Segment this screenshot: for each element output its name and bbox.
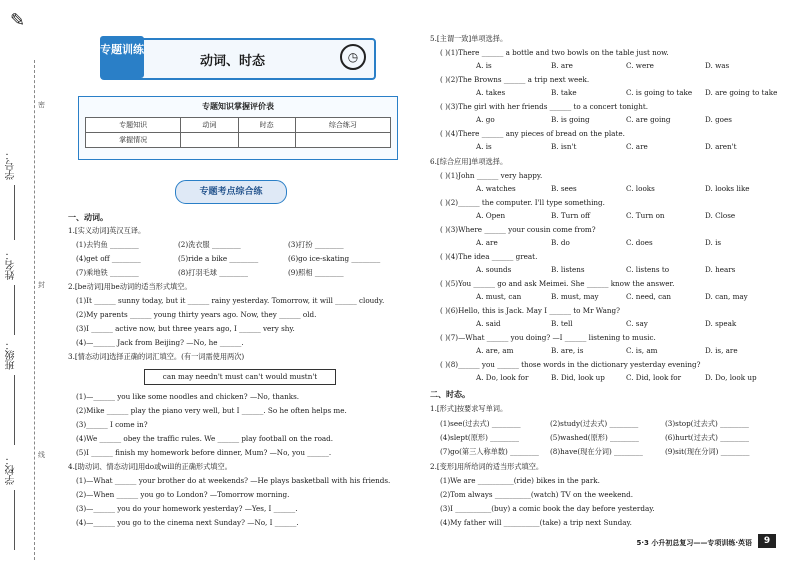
binding-strip	[0, 0, 62, 566]
answer-option[interactable]: D. looks like	[705, 184, 750, 193]
school-label: 学校：	[6, 455, 17, 485]
question-item: ( )(7)—What ______ you doing? —I ______ listening to music.	[440, 333, 656, 342]
answer-option[interactable]: B. tell	[551, 319, 573, 328]
question-heading: 6.[综合应用]单项选择。	[430, 157, 508, 166]
answer-option[interactable]: D. Close	[705, 211, 736, 220]
question-item: ( )(6)Hello, this is Jack. May I ______ to Mr Wang?	[440, 306, 620, 315]
seal-char: 线	[38, 451, 45, 459]
question-item: (1)去钓鱼 ________	[76, 240, 139, 249]
table-cell: 时态	[238, 118, 295, 133]
table-cell: 掌握情况	[86, 133, 181, 148]
answer-option[interactable]: A. are	[476, 238, 498, 247]
answer-option[interactable]: D. aren't	[705, 142, 737, 151]
answer-option[interactable]: A. Open	[476, 211, 506, 220]
seal-char: 封	[38, 281, 45, 289]
question-heading: 3.[情态动词]选择正确的词汇填空。(有一词需使用两次)	[68, 352, 245, 361]
form-item: (1)see(过去式) ________	[440, 419, 521, 428]
answer-option[interactable]: C. were	[626, 61, 654, 70]
question-item: ( )(3)Where ______ your cousin come from?	[440, 225, 596, 234]
answer-option[interactable]: A. sounds	[476, 265, 512, 274]
cut-line	[34, 60, 35, 560]
question-item: (1)—What ______ your brother do at weekends? —He plays basketball with his friends.	[76, 476, 391, 485]
question-item: (4)get off ________	[76, 254, 141, 263]
question-item: (4)We ______ obey the traffic rules. We ______ play football on the road.	[76, 434, 334, 443]
answer-option[interactable]: C. does	[626, 238, 653, 247]
answer-option[interactable]: B. isn't	[551, 142, 577, 151]
question-item: (3)—______ you do your homework yesterday? —Yes, I ______.	[76, 504, 298, 513]
question-heading: 4.[助动词、情态动词]用do或will的正确形式填空。	[68, 462, 232, 471]
page-title: 动词、时态	[200, 54, 266, 69]
question-item: (3)______ I come in?	[76, 420, 148, 429]
answer-option[interactable]: A. said	[476, 319, 501, 328]
question-item: ( )(4)There ______ any pieces of bread on the plate.	[440, 129, 625, 138]
question-item: (4)My father will __________(take) a trip next Sunday.	[440, 518, 632, 527]
answer-option[interactable]: D. is, are	[705, 346, 738, 355]
question-item: (9)照相 ________	[288, 268, 344, 277]
question-item: ( )(4)The idea ______ great.	[440, 252, 538, 261]
answer-option[interactable]: C. need, can	[626, 292, 672, 301]
question-heading: 2.[be动词]用be动词的适当形式填空。	[68, 282, 192, 291]
answer-option[interactable]: B. are, is	[551, 346, 584, 355]
answer-option[interactable]: A. is	[476, 142, 492, 151]
question-item: (7)乘地铁 ________	[76, 268, 139, 277]
answer-option[interactable]: D. are going to take	[705, 88, 778, 97]
answer-option[interactable]: C. listens to	[626, 265, 670, 274]
question-heading: 5.[主谓一致]单项选择。	[430, 34, 508, 43]
answer-option[interactable]: B. Did, look up	[551, 373, 605, 382]
table-cell[interactable]	[295, 133, 390, 148]
name-label: 姓名：	[6, 250, 17, 280]
topic-badge: 专题训练	[100, 36, 144, 78]
question-item: ( )(8)______ you ______ those words in the dictionary yesterday evening?	[440, 360, 701, 369]
table-row	[86, 118, 391, 133]
question-item: (4)—______ you go to the cinema next Sunday? —No, I ______.	[76, 518, 299, 527]
answer-option[interactable]: C. looks	[626, 184, 655, 193]
evaluation-title: 专题知识掌握评价表	[202, 102, 274, 111]
answer-option[interactable]: A. are, am	[476, 346, 514, 355]
form-item: (5)washed(原形) ________	[550, 433, 639, 442]
answer-option[interactable]: A. watches	[476, 184, 516, 193]
answer-option[interactable]: C. say	[626, 319, 648, 328]
question-item: (3)I __________(buy) a comic book the day before yesterday.	[440, 504, 655, 513]
form-item: (2)study(过去式) ________	[550, 419, 639, 428]
question-item: ( )(1)There ______ a bottle and two bowls on the table just now.	[440, 48, 669, 57]
answer-option[interactable]: D. can, may	[705, 292, 748, 301]
answer-option[interactable]: B. do	[551, 238, 570, 247]
answer-option[interactable]: C. is, am	[626, 346, 658, 355]
form-item: (7)go(第三人称单数) ________	[440, 447, 539, 456]
question-item: ( )(5)You ______ go and ask Meimei. She ______ know the answer.	[440, 279, 675, 288]
question-item: (2)—When ______ you go to London? —Tomorrow morning.	[76, 490, 290, 499]
table-cell[interactable]	[238, 133, 295, 148]
answer-option[interactable]: C. Turn on	[626, 211, 665, 220]
question-item: (5)I ______ finish my homework before dinner, Mum? —No, you ______.	[76, 448, 332, 457]
answer-option[interactable]: B. is going	[551, 115, 590, 124]
answer-option[interactable]: D. is	[705, 238, 722, 247]
answer-option[interactable]: B. listens	[551, 265, 585, 274]
class-label: 班级：	[6, 340, 17, 370]
evaluation-table	[85, 117, 391, 148]
answer-option[interactable]: A. is	[476, 61, 492, 70]
answer-option[interactable]: A. takes	[476, 88, 506, 97]
answer-option[interactable]: D. goes	[705, 115, 732, 124]
question-item: ( )(2)______ the computer. I'll type something.	[440, 198, 605, 207]
question-heading: 1.[形式]按要求写单词。	[430, 404, 508, 413]
evaluation-panel	[78, 96, 398, 160]
question-item: (2)Mike ______ play the piano very well, but I ______. So he often helps me.	[76, 406, 347, 415]
student-no-field[interactable]	[14, 185, 15, 240]
table-cell[interactable]	[181, 133, 238, 148]
student-no-label: 学号：	[6, 150, 17, 180]
question-item: ( )(2)The Browns ______ a trip next week.	[440, 75, 590, 84]
answer-option[interactable]: B. take	[551, 88, 577, 97]
section-banner: 专题考点综合练	[175, 180, 287, 204]
answer-option[interactable]: B. are	[551, 61, 573, 70]
answer-option[interactable]: D. Do, look up	[705, 373, 757, 382]
word-bank: can may needn't must can't would mustn't	[144, 369, 336, 385]
question-item: (6)go ice-skating ________	[288, 254, 381, 263]
answer-option[interactable]: D. speak	[705, 319, 737, 328]
question-heading: 1.[实义动词]英汉互译。	[68, 226, 146, 235]
form-item: (6)hurt(过去式) ________	[665, 433, 749, 442]
answer-option[interactable]: B. Turn off	[551, 211, 591, 220]
question-item: (1)We are __________(ride) bikes in the park.	[440, 476, 600, 485]
alarm-clock-icon: ◷	[340, 44, 366, 70]
table-cell: 专题知识	[86, 118, 181, 133]
answer-option[interactable]: C. are	[626, 142, 648, 151]
answer-option[interactable]: A. must, can	[476, 292, 522, 301]
answer-option[interactable]: D. was	[705, 61, 730, 70]
table-cell: 动词	[181, 118, 238, 133]
table-cell: 综合练习	[295, 118, 390, 133]
answer-option[interactable]: B. sees	[551, 184, 577, 193]
answer-option[interactable]: D. hears	[705, 265, 736, 274]
form-item: (4)slept(原形) ________	[440, 433, 519, 442]
question-item: (2)Tom always __________(watch) TV on the weekend.	[440, 490, 634, 499]
seal-char: 密	[38, 101, 45, 109]
answer-option[interactable]: C. is going to take	[626, 88, 693, 97]
question-item: (1)It ______ sunny today, but it ______ rainy yesterday. Tomorrow, it will ______ cloudy.	[76, 296, 385, 305]
question-item: (4)—______ Jack from Beijing? —No, he ______.	[76, 338, 244, 347]
answer-option[interactable]: C. Did, look for	[626, 373, 682, 382]
question-item: (2)洗衣服 ________	[178, 240, 241, 249]
form-item: (3)stop(过去式) ________	[665, 419, 749, 428]
question-item: (1)—______ you like some noodles and chicken? —No, thanks.	[76, 392, 300, 401]
section-heading: 二、时态。	[430, 390, 470, 399]
question-item: ( )(1)John ______ very happy.	[440, 171, 543, 180]
answer-option[interactable]: A. go	[476, 115, 495, 124]
table-row	[86, 133, 391, 148]
pencil-figure-icon: ✎	[10, 10, 26, 31]
form-item: (8)have(现在分词) ________	[550, 447, 643, 456]
answer-option[interactable]: C. are going	[626, 115, 671, 124]
page-footer: 5·3 小升初总复习——专项训练·英语	[636, 539, 752, 547]
form-item: (9)sit(现在分词) ________	[665, 447, 750, 456]
school-field[interactable]	[14, 490, 15, 550]
answer-option[interactable]: A. Do, look for	[476, 373, 529, 382]
question-item: (8)打羽毛球 ________	[178, 268, 248, 277]
section-heading: 一、动词。	[68, 213, 108, 222]
class-field[interactable]	[14, 375, 15, 445]
answer-option[interactable]: B. must, may	[551, 292, 599, 301]
page-number: 9	[758, 534, 776, 548]
question-item: (2)My parents ______ young thirty years ago. Now, they ______ old.	[76, 310, 317, 319]
question-heading: 2.[变形]用所给词的适当形式填空。	[430, 462, 544, 471]
name-field[interactable]	[14, 285, 15, 335]
question-item: ( )(3)The girl with her friends ______ to a concert tonight.	[440, 102, 648, 111]
question-item: (3)打扮 ________	[288, 240, 344, 249]
question-item: (3)I ______ active now, but three years ago, I ______ very shy.	[76, 324, 295, 333]
question-item: (5)ride a bike ________	[178, 254, 259, 263]
